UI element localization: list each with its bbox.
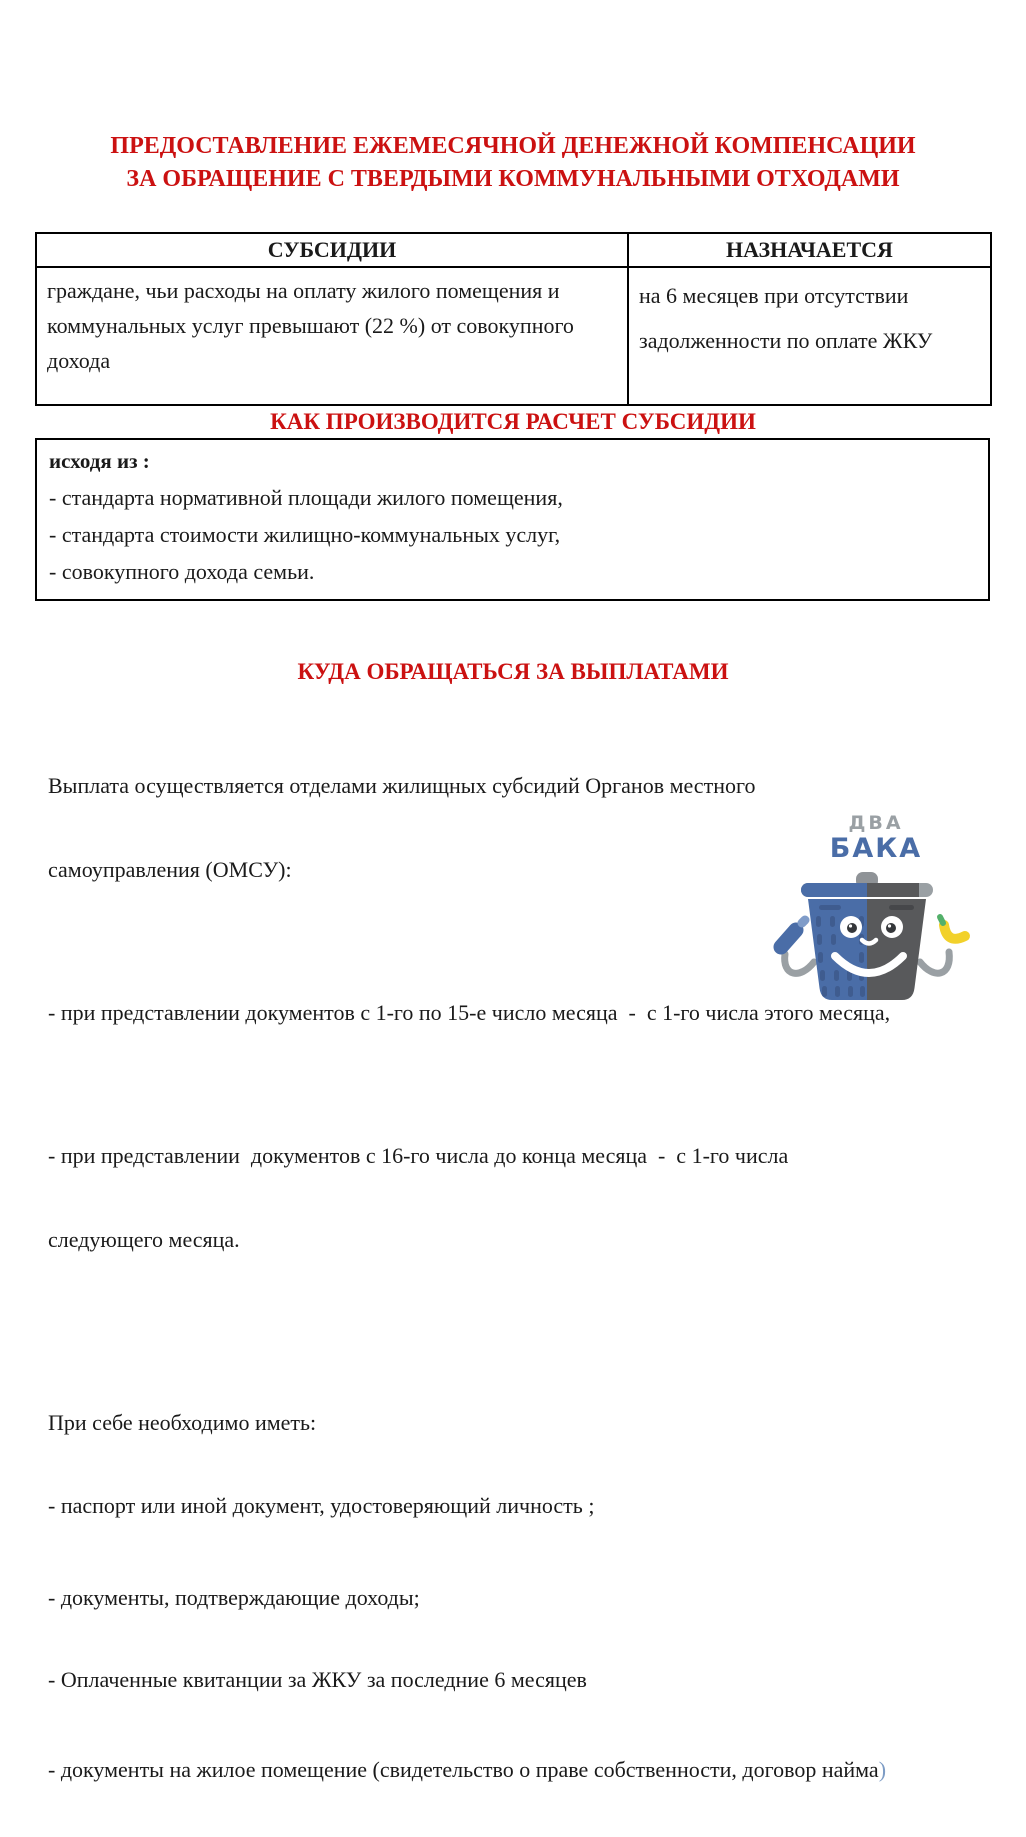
table-header-row bbox=[36, 233, 991, 267]
page-title-line1: ПРЕДОСТАВЛЕНИЕ ЕЖЕМЕСЯЧНОЙ ДЕНЕЖНОЙ КОМПЕНСАЦИИ bbox=[110, 133, 916, 159]
dva-baka-logo bbox=[770, 812, 982, 1006]
document-item-housing-text: - документы на жилое помещение (свидетельство о праве собственности, договор найма bbox=[48, 1757, 879, 1782]
calculation-item: - стандарта нормативной площади жилого помещения, bbox=[49, 485, 563, 510]
subsidies-table bbox=[35, 232, 992, 406]
documents-intro: При себе необходимо иметь: bbox=[48, 1410, 317, 1435]
calculation-heading: КАК ПРОИЗВОДИТСЯ РАСЧЕТ СУБСИДИИ bbox=[270, 409, 756, 434]
document-item-receipts: - Оплаченные квитанции за ЖКУ за последние 6 месяцев bbox=[48, 1667, 587, 1692]
two-bins-mascot-icon bbox=[770, 866, 982, 1006]
cell-assignment-terms: на 6 месяцев при отсутствии задолженности по оплате ЖКУ bbox=[628, 267, 991, 405]
logo-word-dva: ДВА bbox=[848, 812, 904, 834]
document-item-housing-paren: ) bbox=[878, 1757, 887, 1782]
column-header-assigned: НАЗНАЧАЕТСЯ bbox=[628, 233, 991, 267]
required-documents-section bbox=[48, 1356, 986, 1837]
payments-heading: КУДА ОБРАЩАТЬСЯ ЗА ВЫПЛАТАМИ bbox=[297, 659, 729, 684]
cell-subsidies-conditions: граждане, чьи расходы на оплату жилого помещения и коммунальных услуг превышают (22 %) от совокупного дохода bbox=[36, 267, 628, 405]
payments-intro-line: Выплата осуществляется отделами жилищных субсидий Органов местного bbox=[48, 773, 756, 798]
page-title bbox=[0, 0, 1026, 196]
payments-rule-line: - при представлении документов с 16-го числа до конца месяца - с 1-го числа bbox=[48, 1143, 789, 1168]
page-title-line2: ЗА ОБРАЩЕНИЕ С ТВЕРДЫМИ КОММУНАЛЬНЫМИ ОТХОДАМИ bbox=[126, 166, 900, 192]
document-item-housing bbox=[48, 1755, 986, 1785]
calculation-item: - совокупного дохода семьи. bbox=[49, 559, 315, 584]
column-header-subsidies: СУБСИДИИ bbox=[36, 233, 628, 267]
table-row bbox=[36, 267, 991, 405]
document-item-income: - документы, подтверждающие доходы; bbox=[48, 1585, 420, 1610]
calculation-box bbox=[35, 438, 990, 601]
payments-rule-second-half bbox=[48, 1088, 986, 1308]
document-item-passport: - паспорт или иной документ, удостоверяющий личность ; bbox=[48, 1493, 595, 1518]
payments-intro-line: самоуправления (ОМСУ): bbox=[48, 857, 292, 882]
calculation-item: - стандарта стоимости жилищно-коммунальных услуг, bbox=[49, 522, 561, 547]
logo-word-baka: БАКА bbox=[829, 833, 923, 864]
calculation-intro: исходя из : bbox=[49, 449, 150, 473]
payments-rule-line: - при представлении документов с 1-го по 15-е число месяца - с 1-го числа этого месяца, bbox=[48, 1000, 891, 1025]
payments-rule-line: следующего месяца. bbox=[48, 1227, 240, 1252]
